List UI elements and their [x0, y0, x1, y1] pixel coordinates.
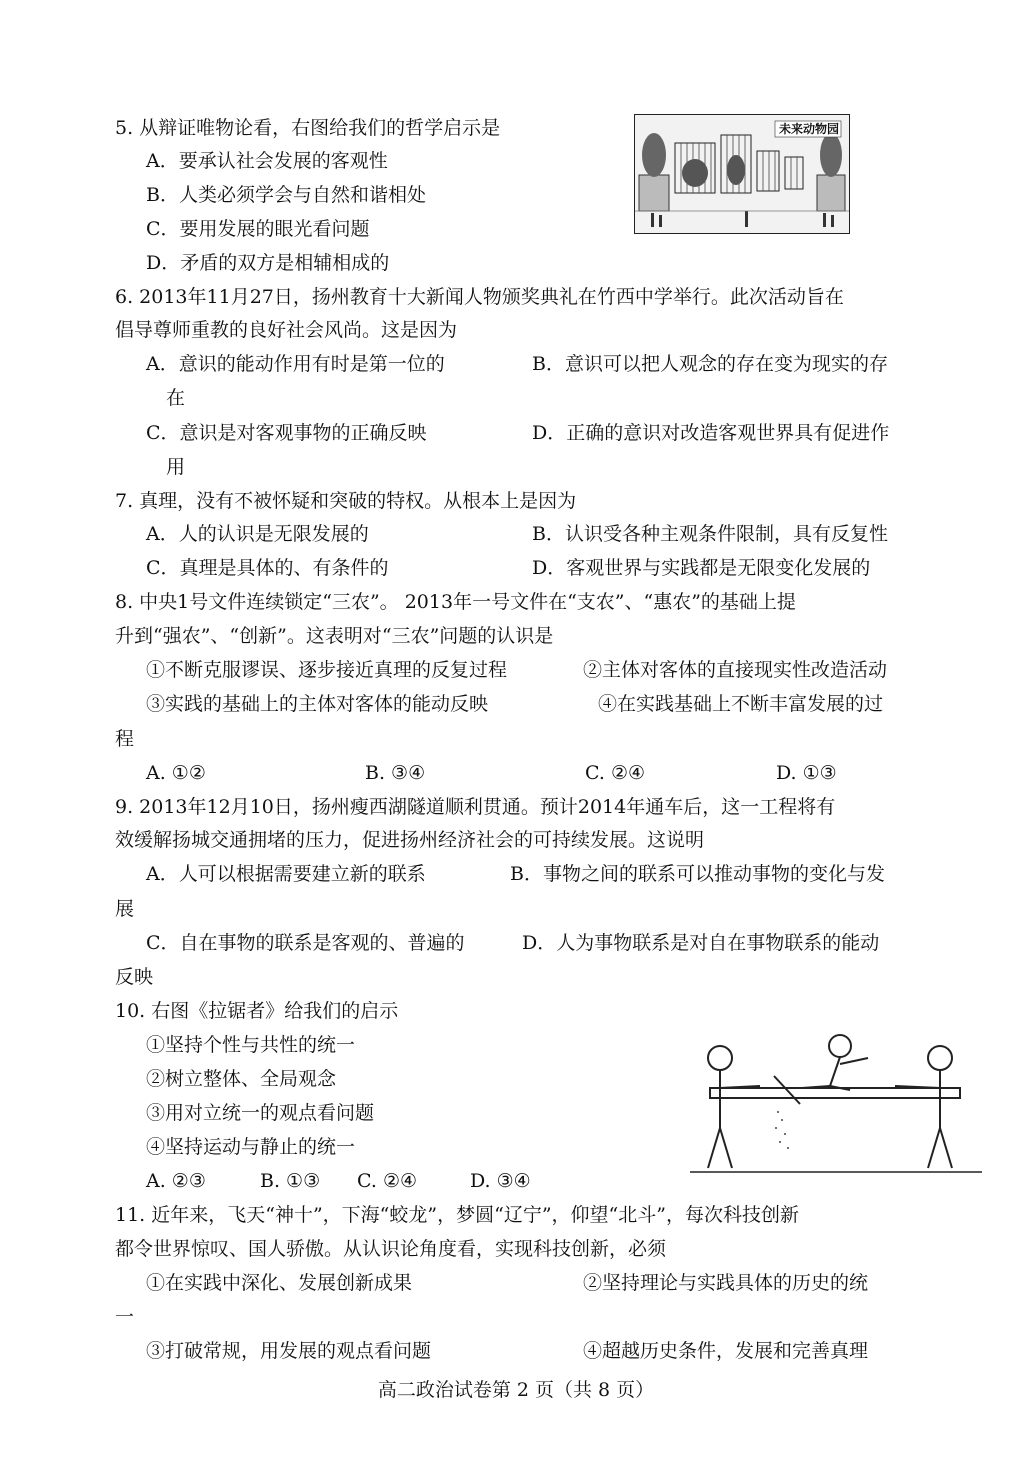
text-line: A．人的认识是无限发展的	[146, 523, 369, 545]
text-line: A. ①②	[146, 762, 206, 784]
text-line: ③打破常规，用发展的观点看问题	[146, 1340, 432, 1362]
text-line: 程	[115, 728, 135, 750]
text-line: C. ②④	[585, 762, 646, 784]
text-line: 升到“强农”、“创新”。这表明对“三农”问题的认识是	[115, 625, 554, 647]
text-line: 展	[115, 898, 135, 920]
future-zoo-cartoon	[634, 114, 850, 234]
page-footer: 高二政治试卷第 2 页（共 8 页）	[377, 1379, 655, 1401]
text-line: D. ①③	[776, 762, 837, 784]
text-line: 10. 右图《拉锯者》给我们的启示	[115, 1000, 399, 1022]
text-line: ①不断克服谬误、逐步接近真理的反复过程	[146, 659, 508, 681]
text-line: ②主体对客体的直接现实性改造活动	[583, 659, 888, 681]
text-line: 5. 从辩证唯物论看，右图给我们的哲学启示是	[115, 117, 501, 139]
sawyers-illustration	[690, 1028, 982, 1174]
text-line: ③实践的基础上的主体对客体的能动反映	[146, 693, 489, 715]
text-line: ④坚持运动与静止的统一	[146, 1136, 356, 1158]
text-line: B．认识受各种主观条件限制，具有反复性	[532, 523, 888, 545]
text-line: A．人可以根据需要建立新的联系	[146, 863, 426, 885]
text-line: ③用对立统一的观点看问题	[146, 1102, 375, 1124]
text-line: 7. 真理，没有不被怀疑和突破的特权。从根本上是因为	[115, 490, 577, 512]
text-line: D．正确的意识对改造客观世界具有促进作	[532, 422, 890, 444]
text-line: 用	[166, 456, 186, 478]
text-line: D．客观世界与实践都是无限变化发展的	[532, 557, 871, 579]
text-line: ②树立整体、全局观念	[146, 1068, 337, 1090]
text-line: ①在实践中深化、发展创新成果	[146, 1272, 413, 1294]
text-line: B．意识可以把人观念的存在变为现实的存	[532, 353, 888, 375]
text-line: B．事物之间的联系可以推动事物的变化与发	[510, 863, 885, 885]
text-line: ①坚持个性与共性的统一	[146, 1034, 356, 1056]
text-line: B. ③④	[365, 762, 426, 784]
text-line: 一	[115, 1306, 135, 1328]
text-line: C．要用发展的眼光看问题	[146, 218, 370, 240]
text-line: ④在实践基础上不断丰富发展的过	[598, 693, 884, 715]
text-line: 倡导尊师重教的良好社会风尚。这是因为	[115, 319, 458, 341]
text-line: D．人为事物联系是对自在事物联系的能动	[522, 932, 880, 954]
text-line: B. ①③	[260, 1170, 321, 1192]
text-line: 都令世界惊叹、国人骄傲。从认识论角度看，实现科技创新，必须	[115, 1238, 667, 1260]
text-line: 反映	[115, 966, 154, 988]
text-line: C．真理是具体的、有条件的	[146, 557, 389, 579]
text-line: A. ②③	[146, 1170, 206, 1192]
text-line: B．人类必须学会与自然和谐相处	[146, 184, 426, 206]
text-line: D．矛盾的双方是相辅相成的	[146, 252, 390, 274]
text-line: 效缓解扬城交通拥堵的压力，促进扬州经济社会的可持续发展。这说明	[115, 829, 705, 851]
text-line: ④超越历史条件，发展和完善真理	[583, 1340, 869, 1362]
zoo-sign: 未来动物园	[778, 122, 839, 136]
text-line: 在	[166, 387, 186, 409]
text-line: ②坚持理论与实践具体的历史的统	[583, 1272, 869, 1294]
text-line: C．自在事物的联系是客观的、普遍的	[146, 932, 465, 954]
text-line: C．意识是对客观事物的正确反映	[146, 422, 427, 444]
text-line: A．意识的能动作用有时是第一位的	[146, 353, 445, 375]
text-line: 8. 中央1号文件连续锁定“三农”。 2013年一号文件在“支农”、“惠农”的基础上提	[115, 591, 796, 613]
text-line: 11. 近年来，飞天“神十”，下海“蛟龙”，梦圆“辽宁”，仰望“北斗”，每次科技创新	[115, 1204, 799, 1226]
text-line: 6. 2013年11月27日，扬州教育十大新闻人物颁奖典礼在竹西中学举行。此次活动旨在	[115, 286, 844, 308]
text-line: D. ③④	[470, 1170, 531, 1192]
text-line: A．要承认社会发展的客观性	[146, 150, 388, 172]
text-line: 9. 2013年12月10日，扬州瘦西湖隧道顺利贯通。预计2014年通车后，这一工程将有	[115, 796, 836, 818]
sawyers-cartoon	[690, 1028, 982, 1174]
text-line: C. ②④	[357, 1170, 418, 1192]
